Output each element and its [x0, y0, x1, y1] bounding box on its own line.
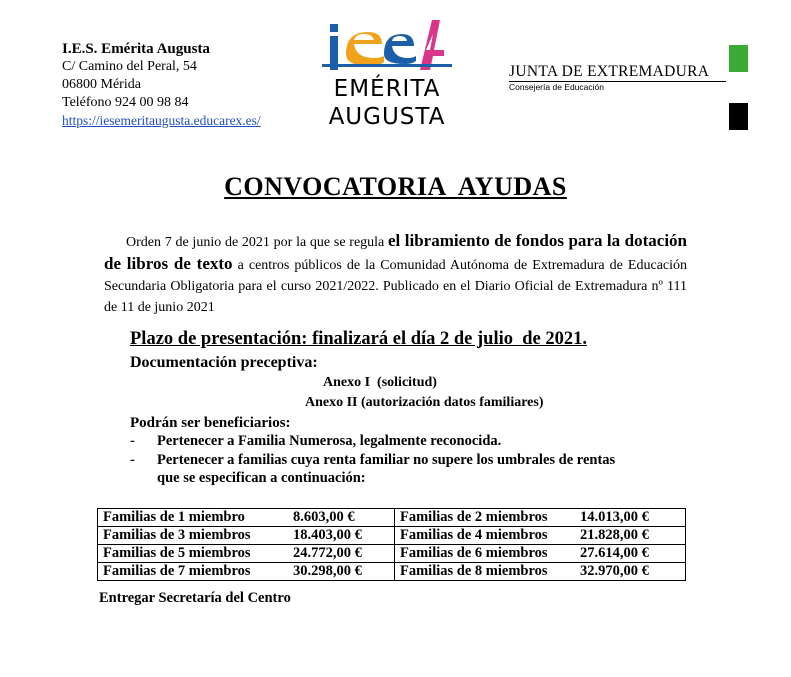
income-amount: 24.772,00 € [293, 545, 362, 561]
intro-text-1: Orden 7 de junio de 2021 por la que se regula [126, 235, 389, 250]
beneficiary-item-continuation: que se especifican a continuación: [157, 470, 366, 486]
family-size-label: Familias de 3 miembros [103, 527, 251, 543]
table-cell [395, 563, 686, 581]
school-address: C/ Camino del Peral, 54 [62, 59, 197, 74]
flag-green-square-icon [729, 45, 748, 72]
beneficiary-item [130, 452, 615, 469]
income-amount: 27.614,00 € [580, 545, 649, 561]
income-amount: 21.828,00 € [580, 527, 649, 543]
income-amount: 32.970,00 € [580, 563, 649, 579]
family-size-label: Familias de 7 miembros [103, 563, 251, 579]
family-size-label: Familias de 1 miembro [103, 509, 245, 525]
page-title: CONVOCATORIA AYUDAS [224, 172, 567, 201]
income-amount: 18.403,00 € [293, 527, 362, 543]
table-cell [395, 545, 686, 563]
table-cell [98, 509, 395, 527]
income-amount: 30.298,00 € [293, 563, 362, 579]
school-logo [322, 14, 452, 132]
intro-text-2: a centros públicos de la Comunidad Autónoma de Extremadura de Educación Secundaria Obligatoria para el curso 2021/2022. Publicado en el Diario Oficial de Extremadura nº 111 de 11 de junio 2021 [104, 258, 688, 315]
income-threshold-table-body [98, 509, 686, 581]
table-cell [395, 509, 686, 527]
footer-note: Entregar Secretaría del Centro [99, 590, 291, 606]
table-row [98, 545, 686, 563]
income-amount: 14.013,00 € [580, 509, 649, 525]
school-info [62, 40, 312, 131]
table-cell [395, 527, 686, 545]
bullet-dash: - [130, 452, 135, 468]
junta-title: JUNTA DE EXTREMADURA [509, 63, 710, 80]
junta-divider [509, 81, 726, 82]
junta-logo [509, 63, 709, 92]
table-row [98, 527, 686, 545]
school-name: I.E.S. Emérita Augusta [62, 41, 210, 57]
table-row [98, 563, 686, 581]
beneficiary-item-text: Pertenecer a familias cuya renta familiar no supere los umbrales de rentas [157, 452, 616, 468]
table-row [98, 509, 686, 527]
table-cell [98, 563, 395, 581]
family-size-label: Familias de 8 miembros [400, 563, 548, 579]
intro-paragraph [104, 230, 687, 318]
bullet-dash: - [130, 433, 135, 449]
income-threshold-table [97, 508, 686, 581]
ieea-logo-icon [322, 14, 452, 74]
junta-subtitle: Consejería de Educación [509, 82, 604, 92]
table-cell [98, 545, 395, 563]
annex-1: Anexo I (solicitud) [323, 375, 437, 390]
logo-text-emerita: EMÉRITA [333, 76, 441, 102]
school-phone: Teléfono 924 00 98 84 [62, 95, 189, 110]
flag-black-square-icon [729, 103, 748, 130]
deadline-heading: Plazo de presentación: finalizará el día 2 de julio de 2021. [130, 329, 587, 349]
family-size-label: Familias de 2 miembros [400, 509, 548, 525]
annex-2: Anexo II (autorización datos familiares) [305, 395, 544, 410]
table-cell [98, 527, 395, 545]
logo-text-augusta: AUGUSTA [328, 104, 446, 130]
school-website-link[interactable]: https://iesemeritaugusta.educarex.es/ [62, 113, 261, 128]
intro-bold-text: el libramiento de fondos para la dotación de libros de texto [104, 231, 687, 273]
documentation-heading: Documentación preceptiva: [130, 354, 318, 371]
family-size-label: Familias de 6 miembros [400, 545, 548, 561]
beneficiaries-heading: Podrán ser beneficiarios: [130, 415, 291, 431]
income-amount: 8.603,00 € [293, 509, 355, 525]
beneficiary-item [130, 433, 501, 450]
family-size-label: Familias de 5 miembros [103, 545, 251, 561]
school-city: 06800 Mérida [62, 77, 141, 92]
family-size-label: Familias de 4 miembros [400, 527, 548, 543]
beneficiary-item-text: Pertenecer a Familia Numerosa, legalmente reconocida. [157, 433, 502, 449]
